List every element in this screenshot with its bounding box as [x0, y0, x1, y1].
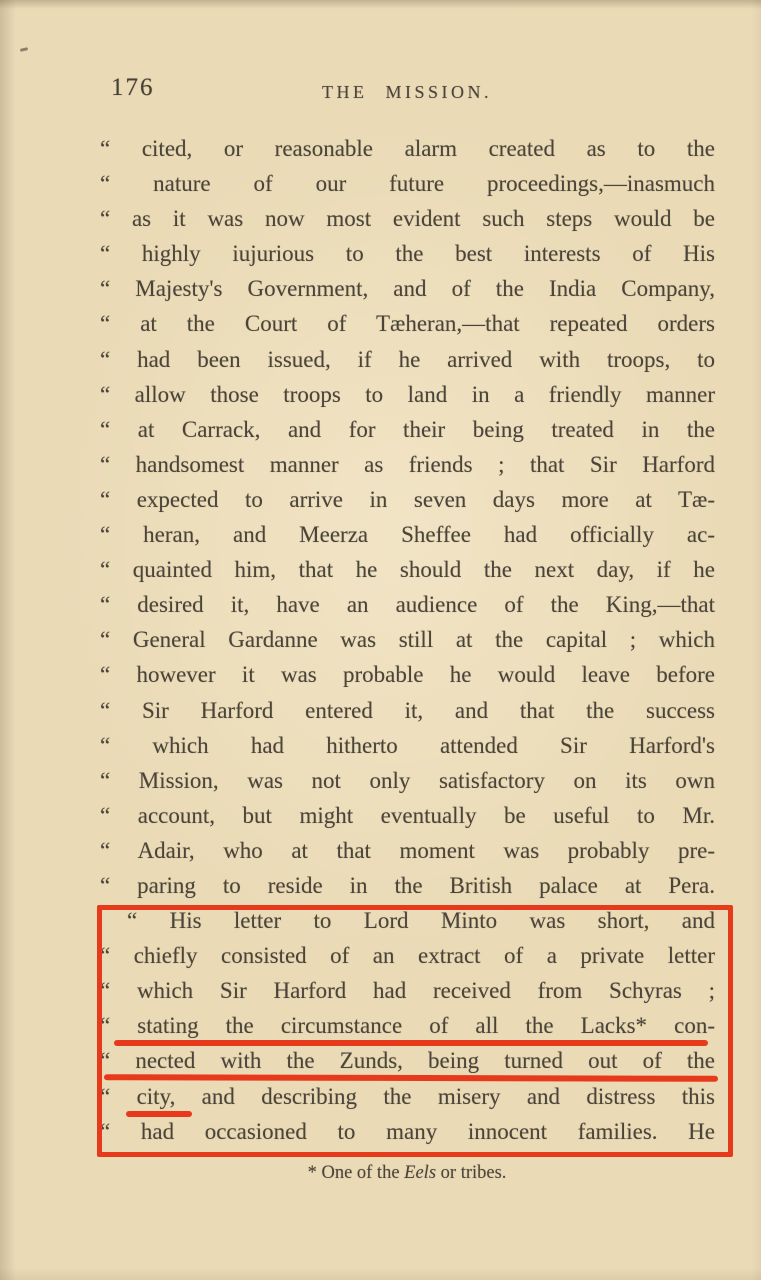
text-line: “ highly iujurious to the best interests of His: [100, 241, 715, 267]
text-line: “ allow those troops to land in a friendly manner: [100, 381, 715, 407]
text-line: “ Majesty's Government, and of the India Company,: [100, 276, 715, 302]
text-line: “ desired it, have an audience of the King,—that: [100, 592, 715, 618]
text-line: “ at the Court of Tæheran,—that repeated orders: [100, 311, 715, 337]
running-header: THE MISSION.: [321, 82, 492, 102]
text-line: “ paring to reside in the British palace at Pera.: [100, 872, 715, 898]
body-text-block: [100, 131, 715, 1149]
text-line: “ nected with the Zunds, being turned out of the: [100, 1048, 715, 1074]
text-line: “ Sir Harford entered it, and that the success: [100, 697, 715, 723]
footnote-italic-word: Eels: [404, 1163, 437, 1183]
text-line: “ heran, and Meerza Sheffee had officially ac-: [100, 522, 715, 548]
text-line: “ had occasioned to many innocent families. He: [100, 1118, 715, 1144]
text-line: “ however it was probable he would leave before: [100, 662, 715, 688]
text-line: “ General Gardanne was still at the capital ; which: [100, 627, 715, 653]
text-line: “ Mission, was not only satisfactory on its own: [100, 767, 715, 793]
footnote: [100, 1163, 714, 1184]
text-line: “ had been issued, if he arrived with troops, to: [100, 346, 715, 372]
scan-speck: [20, 47, 28, 52]
footnote-marker-text: * One of the: [307, 1163, 405, 1183]
text-line: “ nature of our future proceedings,—inasmuch: [100, 171, 715, 197]
text-line: “ chiefly consisted of an extract of a private letter: [100, 943, 715, 969]
text-line: “ handsomest manner as friends ; that Sir Harford: [100, 451, 715, 477]
text-line: “ city, and describing the misery and distress this: [100, 1083, 715, 1109]
text-line: “ as it was now most evident such steps would be: [100, 206, 715, 232]
text-line: “ quainted him, that he should the next day, if he: [100, 557, 715, 583]
text-line: “ at Carrack, and for their being treated in the: [100, 416, 715, 442]
text-line: “ Adair, who at that moment was probably pre-: [100, 837, 715, 863]
text-line: “ stating the circumstance of all the Lacks* con-: [100, 1013, 715, 1039]
text-line-paragraph-start: “ His letter to Lord Minto was short, and: [127, 908, 715, 934]
text-line: “ which had hitherto attended Sir Harford's: [100, 732, 715, 758]
text-line: “ cited, or reasonable alarm created as to the: [100, 136, 715, 161]
text-line: “ account, but might eventually be useful to Mr.: [100, 802, 715, 828]
page-number: 176: [111, 74, 155, 101]
text-line: “ expected to arrive in seven days more at Tæ-: [100, 486, 715, 512]
footnote-rest: or tribes.: [436, 1163, 507, 1183]
text-line: “ which Sir Harford had received from Schyras ;: [100, 978, 715, 1004]
